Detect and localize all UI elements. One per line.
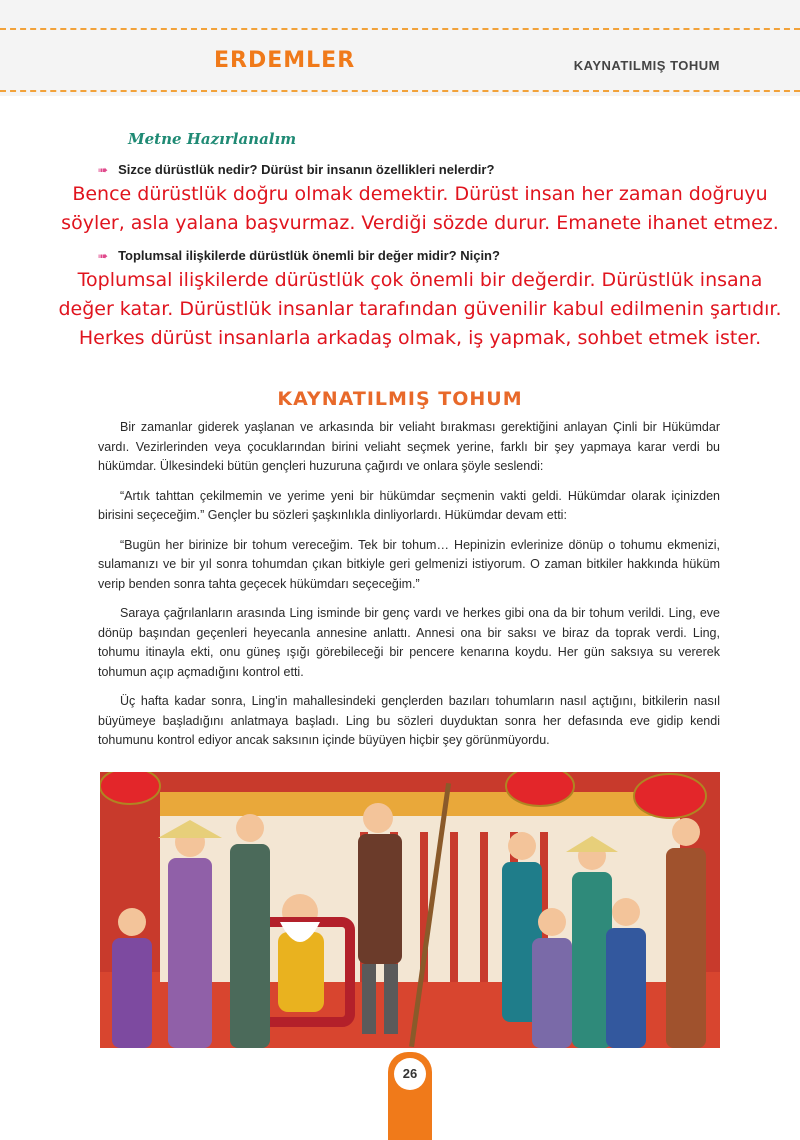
answer-2	[40, 266, 800, 353]
header-dash-bottom	[0, 90, 800, 92]
story-title: KAYNATILMIŞ TOHUM	[277, 388, 523, 410]
page-number-tab	[388, 1052, 432, 1140]
story-illustration	[100, 772, 720, 1048]
story-paragraph: “Bugün her birinize bir tohum vereceğim. Tek bir tohum… Hepinizin evlerinize dönüp o tohumu ekmenizi, sulamanızı ve bir yıl sonra tohumdan çıkan bitkiyle geri gelmenizi istiyorum. O zaman bitkiler hakkında hüküm verip benden sonra tahta geçecek hükümdarı seçeceğim.”	[98, 537, 720, 591]
question-1	[98, 162, 494, 177]
palace-scene-image	[100, 772, 720, 1048]
question-2-text: Toplumsal ilişkilerde dürüstlük önemli bir değer midir? Niçin?	[118, 248, 500, 263]
answer-1-line: söyler, asla yalana başvurmaz. Verdiği sözde durur. Emanete ihanet etmez.	[61, 212, 779, 234]
answer-1	[40, 180, 800, 238]
story-paragraph: “Artık tahttan çekilmemin ve yerime yeni bir hükümdar seçmenin vakti geldi. Hükümdar olarak içinizden birisini seçeceğim.” Gençler bu sözleri şaşkınlıkla dinliyorlardı. Hükümdar devam etti:	[98, 488, 720, 522]
arrow-icon: ➠	[98, 163, 109, 177]
header-title: ERDEMLER	[214, 48, 356, 73]
section-label: Metne Hazırlanalım	[128, 130, 297, 148]
page-number: 26	[394, 1058, 426, 1090]
story-paragraph: Üç hafta kadar sonra, Ling'in mahallesindeki gençlerden bazıları tohumların nasıl açtığını, bitkilerin nasıl büyümeye başladığını anlatmaya başladı. Ling bu sözleri duyduktan sonra her defasında eve gidip kendi tohumunu kontrol ediyor ancak saksının içinde büyüyen hiçbir şey görünmüyordu.	[98, 694, 720, 747]
answer-2-line: değer katar. Dürüstlük insanlar tarafından güvenilir kabul edilmenin şartıdır.	[58, 298, 782, 320]
arrow-icon: ➠	[98, 249, 109, 263]
header-right-title: KAYNATILMIŞ TOHUM	[573, 58, 720, 73]
answer-1-line: Bence dürüstlük doğru olmak demektir. Dürüst insan her zaman doğruyu	[72, 183, 768, 205]
question-2	[98, 248, 500, 263]
answer-2-line: Herkes dürüst insanlarla arkadaş olmak, iş yapmak, sohbet etmek ister.	[78, 327, 762, 349]
header-dash-top	[0, 28, 800, 30]
question-1-text: Sizce dürüstlük nedir? Dürüst bir insanın özellikleri nelerdir?	[118, 162, 495, 177]
page-header	[0, 0, 800, 96]
answer-2-line: Toplumsal ilişkilerde dürüstlük çok önemli bir değerdir. Dürüstlük insana	[77, 269, 763, 291]
story-paragraph: Saraya çağrılanların arasında Ling isminde bir genç vardı ve herkes gibi ona da bir tohum verildi. Ling, eve dönüp başından geçenleri heyecanla annesine anlattı. Annesi ona bir saksı ve biraz da toprak verdi. Ling, tohumu itinayla ekti, onu güneş ışığı görebileceği bir pencere kenarına koydu. Her gün saksıya su vererek tohumun açıp açmadığını kontrol etti.	[98, 606, 720, 679]
story-text	[98, 418, 720, 761]
story-paragraph: Bir zamanlar giderek yaşlanan ve arkasında bir veliaht bırakması gerektiğini anlayan Çinli bir Hükümdar vardı. Vezirlerinden veya çocuklarından birini veliaht seçmek yerine, farklı bir şey yapmaya karar verdi bu hükümdar. Ülkesindeki bütün gençleri huzuruna çağırdı ve onlara şöyle seslendi:	[98, 420, 720, 473]
